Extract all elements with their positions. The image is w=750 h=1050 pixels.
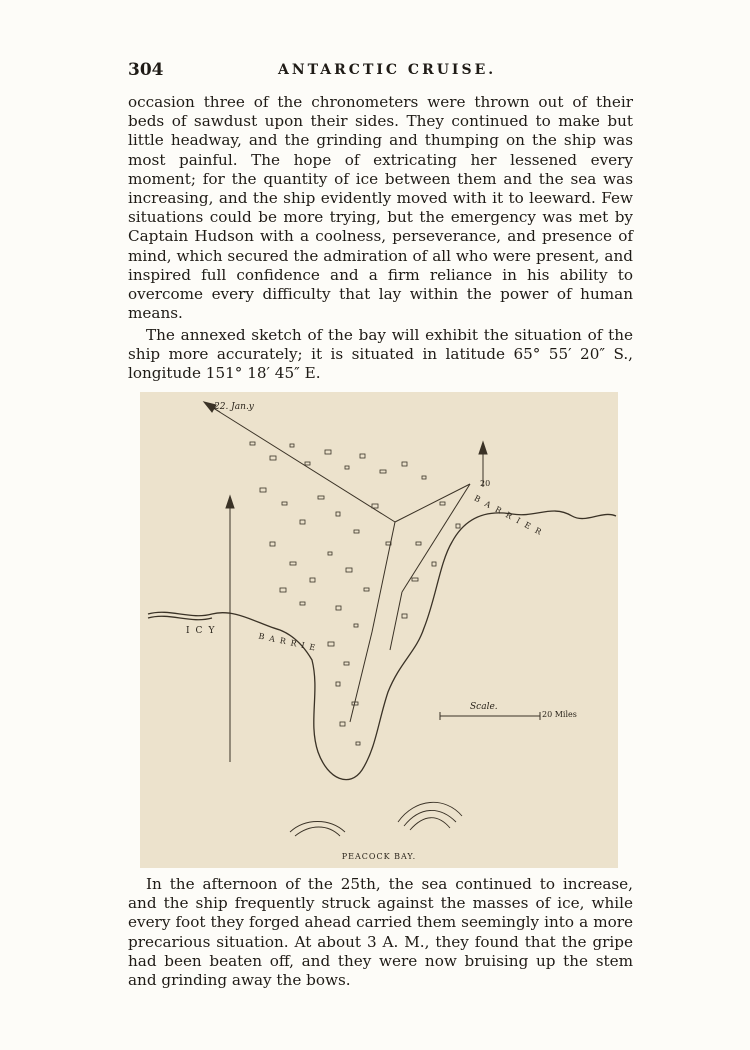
map-miles-label: 20 Miles: [542, 710, 577, 719]
paragraph-1: occasion three of the chronometers were thrown out of their beds of sawdust upon their sides. They continued to make but little headway, and the grinding and thumping on the ship was most painful. The hope of extricating her lessened every moment; for the quantity of ice between them and the sea was increasing, and the ship evidently moved with it to leeward. Few situations could be more trying, but the emergency was met by Captain Hudson with a coolness, perseverance, and presence of mind, which secured the admiration of all who were present, and inspired full confidence and a firm reliance in his ability to overcome every difficulty that lay within the power of human means.: [128, 93, 633, 323]
peacock-bay-map: [140, 392, 618, 868]
figure-caption: PEACOCK BAY.: [341, 852, 417, 861]
barrier-coastline: [148, 511, 616, 780]
scale-bar: [440, 712, 540, 720]
map-scale-label: Scale.: [470, 702, 498, 712]
paragraph-3: In the afternoon of the 25th, the sea continued to increase, and the ship frequently struck against the masses of ice, while every foot they forged ahead carried them seemingly into a more precarious situation. At about 3 A. M., they found that the gripe had been beaten off, and they were now bruising up the stem and grinding away the bows.: [128, 875, 633, 990]
map-mark-label: 20: [480, 479, 491, 488]
ship-track: [210, 406, 470, 722]
map-date-label: 22. Jan.y: [214, 402, 254, 412]
page-number: 304: [128, 60, 164, 80]
map-barrier-right-label: BARRIER: [472, 493, 549, 540]
map-barrier-left-label: BARRIE: [257, 631, 321, 654]
running-header: [128, 60, 633, 84]
hill-hatching: [290, 802, 462, 836]
paragraph-2: The annexed sketch of the bay will exhibit the situation of the ship more accurately; it is situated in latitude 65° 55′ 20″ S., longitude 151° 18′ 45″ E.: [128, 326, 633, 383]
direction-arrows: [204, 402, 487, 762]
running-title: ANTARCTIC CRUISE.: [278, 62, 497, 78]
map-icy-label: ICY: [186, 626, 221, 636]
